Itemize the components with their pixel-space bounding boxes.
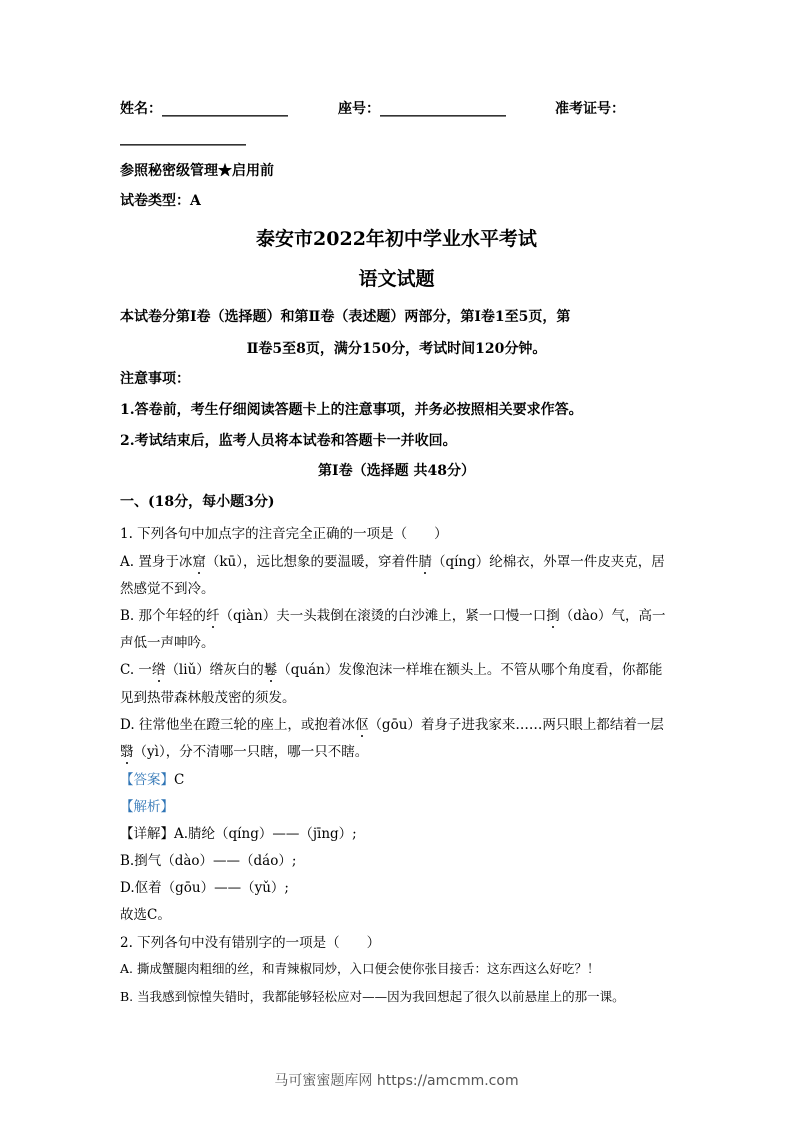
text-span: （quán）发像泡沫一样堆在额头上。不管从哪个角度看，你都能 [277,662,663,678]
dotted-char: 捯 [546,604,560,624]
q1-conclusion: 故选C。 [120,907,171,923]
intro-line-1: 本试卷分第Ⅰ卷（选择题）和第Ⅱ卷（表述题）两部分，第Ⅰ卷1至5页，第 [120,309,571,325]
text-span: （qiàn）夫一头栽倒在滚烫的白沙滩上，紧一口慢一口 [219,608,547,624]
text-span: D. 往常他坐在蹬三轮的座上，或抱着冰 [120,717,355,733]
answer-tag: 【答案】 [120,772,174,788]
part-title: 一、(18分，每小题3分) [120,494,275,510]
q2-stem: 2. 下列各句中没有错别字的一项是（ ） [120,935,381,951]
notice-item-1: 1.答卷前，考生仔细阅读答题卡上的注意事项，并务必按照相关要求作答。 [120,402,583,418]
dotted-char: 纤 [206,604,220,624]
intro-line-2: Ⅱ卷5至8页，满分150分，考试时间120分钟。 [246,341,547,357]
q1-option-d-line1 [120,713,664,733]
name-label: 姓名： [120,101,162,117]
name-blank: __________________ [162,101,288,117]
text-span: （liǔ）绺灰白的 [165,662,264,678]
text-span: （kū），远比想象的要温暖，穿着件 [205,554,419,570]
q1-option-c-line1 [120,658,662,678]
q1-detail-3: D.伛着（gōu）——（yǔ）; [120,880,289,896]
notice-title: 注意事项： [120,371,190,387]
q1-detail-1: 【详解】A.腈纶（qíng）——（jīng）; [120,826,357,842]
text-span: （yì），分不清哪一只瞎，哪一只不瞎。 [133,744,369,760]
q1-analysis-tag: 【解析】 [120,799,174,815]
answer-value: C [174,772,185,788]
q1-detail-2: B.捯气（dào）——（dáo）; [120,853,297,869]
dotted-char: 绺 [152,658,166,678]
q1-option-b-line1 [120,604,666,624]
secret-level: 参照秘密级管理★启用前 [120,163,274,179]
dotted-char: 伛 [355,713,369,733]
text-span: （dào）气，高一 [559,608,666,624]
q1-option-d-line2 [120,740,368,760]
footer-watermark: 马可蜜蜜题库网 https://amcmm.com [274,1073,519,1089]
q1-option-a-line1 [120,550,665,570]
q1-option-c-line2: 见到热带森林般茂密的须发。 [120,690,296,706]
exam-title: 泰安市2022年初中学业水平考试 [256,228,537,250]
dotted-char: 鬈 [264,658,278,678]
text-span: B. 那个年轻的 [120,608,207,624]
q2-option-a: A. 撕成蟹腿肉粗细的丝，和青辣椒同炒，入口便会使你张目接舌：这东西这么好吃？！ [120,961,600,976]
text-span: C. 一 [120,662,152,678]
q1-answer [120,768,184,788]
text-span: A. 置身于冰 [120,554,193,570]
exam-id-blank: __________________ [120,130,246,146]
dotted-char: 窟 [192,550,206,570]
q1-stem: 1. 下列各句中加点字的注音完全正确的一项是（ ） [120,526,448,542]
subject-title: 语文试题 [358,268,435,290]
seat-field [338,98,506,118]
dotted-char: 翳 [120,740,134,760]
q2-option-b: B. 当我感到惊惶失错时，我都能够轻松应对——因为我回想起了很久以前悬崖上的那一课。 [120,989,625,1004]
section-title: 第Ⅰ卷（选择题 共48分） [318,463,475,479]
name-field [120,98,288,118]
q1-option-a-line2: 然感觉不到冷。 [120,581,215,597]
seat-label: 座号： [338,101,380,117]
text-span: （gōu）着身子进我家来……两只眼上都结着一层 [368,717,664,733]
seat-blank: __________________ [380,101,506,117]
notice-item-2: 2.考试结束后，监考人员将本试卷和答题卡一并收回。 [120,433,457,449]
dotted-char: 腈 [418,550,432,570]
exam-id-label: 准考证号： [555,101,625,117]
paper-type: 试卷类型：A [120,193,201,209]
q1-option-b-line2: 声低一声呻吟。 [120,635,215,651]
text-span: （qíng）纶棉衣，外罩一件皮夹克，居 [431,554,665,570]
